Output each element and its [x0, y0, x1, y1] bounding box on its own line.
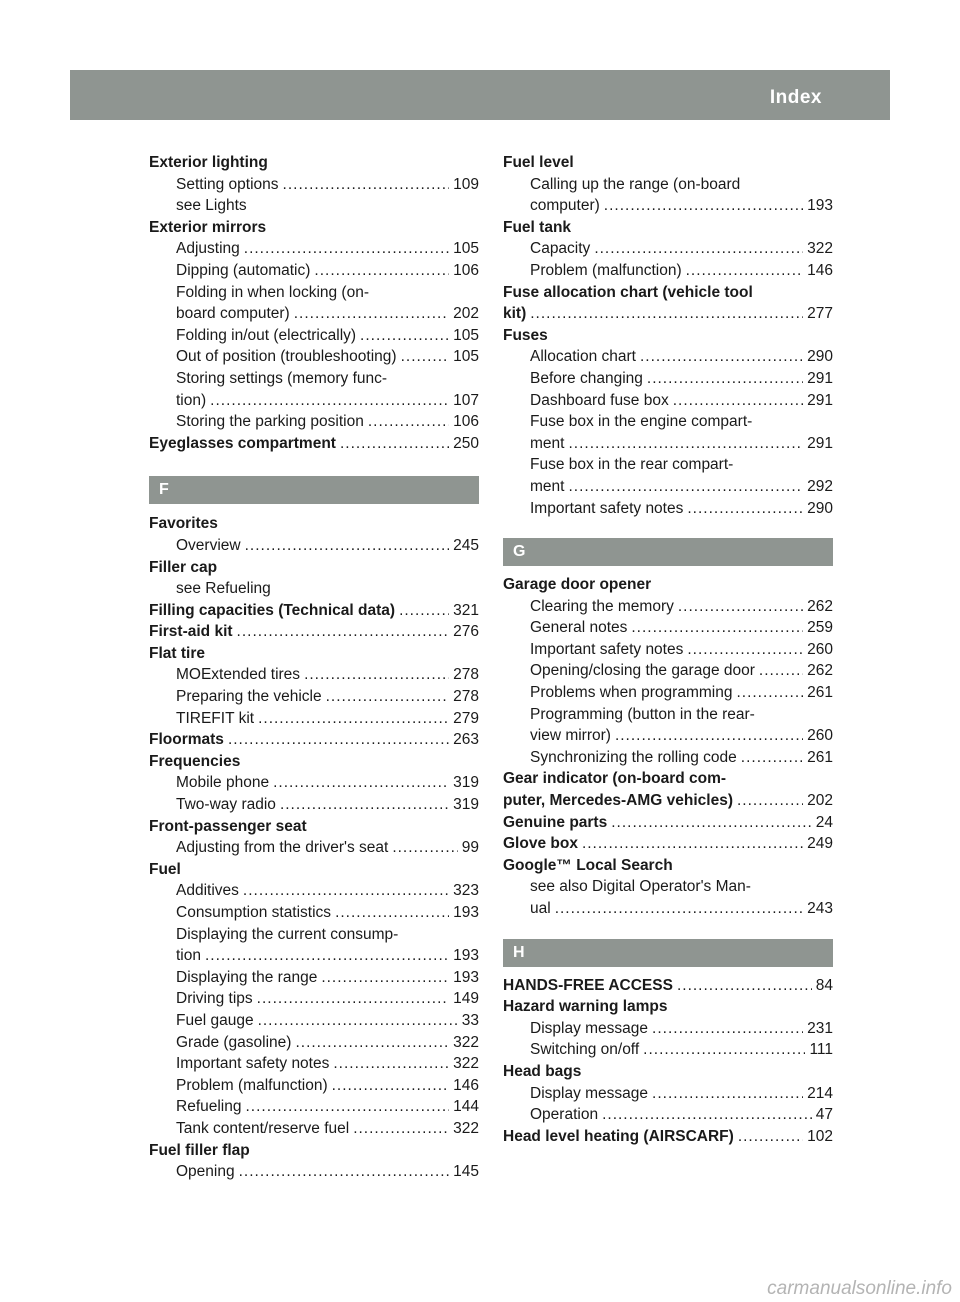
index-entry	[503, 855, 833, 877]
subentry-label: Adjusting from the driver's seat	[176, 839, 389, 857]
index-entry	[503, 152, 833, 174]
index-entry	[149, 621, 479, 643]
subentry-label: Out of position (troubleshooting)	[176, 348, 397, 366]
dot-leader	[304, 664, 449, 686]
subentry-label: Overview	[176, 536, 241, 554]
dot-leader	[652, 1083, 803, 1105]
dot-leader	[604, 195, 803, 217]
index-subentry	[149, 686, 479, 708]
index-subentry	[149, 390, 479, 412]
dot-leader	[257, 988, 449, 1010]
index-entry	[503, 217, 833, 239]
index-subentry	[503, 195, 833, 217]
dot-leader	[741, 747, 803, 769]
index-entry	[149, 217, 479, 239]
subentry-label: Opening	[176, 1163, 235, 1181]
subentry-label: Fuse box in the rear compart-	[530, 456, 734, 474]
entry-label: Fuses	[503, 326, 548, 344]
index-subentry	[503, 704, 833, 726]
index-entry	[503, 812, 833, 834]
entry-label: Exterior lighting	[149, 154, 268, 171]
index-subentry	[503, 260, 833, 282]
dot-leader	[686, 260, 804, 282]
index-entry	[149, 433, 479, 455]
page-reference[interactable]: 291	[807, 369, 833, 387]
page-reference[interactable]: 263	[453, 731, 479, 749]
dot-leader	[652, 1018, 803, 1040]
subentry-label: Additives	[176, 882, 239, 900]
page-reference[interactable]: 214	[807, 1084, 833, 1102]
entry-label: Filler cap	[149, 558, 218, 576]
index-subentry	[149, 1096, 479, 1118]
entry-label: Favorites	[149, 515, 218, 533]
subentry-label: ual	[530, 900, 551, 917]
dot-leader	[294, 303, 449, 325]
subentry-label: Important safety notes	[176, 1055, 330, 1073]
dot-leader	[602, 1104, 812, 1126]
subentry-label: Clearing the memory	[530, 597, 674, 615]
subentry-label: Synchronizing the rolling code	[530, 748, 737, 766]
subentry-label: Displaying the range	[176, 968, 318, 986]
subentry-label: Switching on/off	[530, 1041, 640, 1059]
page-reference[interactable]: 102	[807, 1127, 833, 1145]
subentry-label: Important safety notes	[530, 499, 684, 517]
index-subentry	[503, 639, 833, 661]
subentry-label: Problem (malfunction)	[530, 261, 682, 279]
index-subentry	[149, 325, 479, 347]
page-reference[interactable]: 33	[461, 1011, 479, 1029]
index-entry	[149, 816, 479, 838]
index-entry	[503, 282, 833, 304]
index-subentry	[503, 498, 833, 520]
index-entry	[503, 574, 833, 596]
index-entry	[149, 557, 479, 579]
dot-leader	[687, 498, 803, 520]
index-subentry	[149, 368, 479, 390]
page-reference[interactable]: 292	[807, 477, 833, 495]
dot-leader	[568, 476, 803, 498]
index-subentry	[149, 837, 479, 859]
subentry-label: Display message	[530, 1019, 649, 1037]
subentry-label: Preparing the vehicle	[176, 688, 322, 706]
index-subentry	[503, 454, 833, 476]
page-number: 11	[921, 88, 939, 107]
page-reference[interactable]: 202	[807, 792, 833, 810]
index-subentry	[503, 747, 833, 769]
index-entry	[503, 790, 833, 812]
dot-leader	[280, 794, 449, 816]
dot-leader	[401, 346, 450, 368]
index-subentry	[503, 411, 833, 433]
index-subentry	[149, 1075, 479, 1097]
dot-leader	[759, 660, 803, 682]
index-subentry	[149, 411, 479, 433]
entry-label: Fuel tank	[503, 218, 572, 236]
subentry-label: ment	[530, 434, 565, 452]
entry-label: Garage door opener	[503, 576, 652, 594]
index-subentry	[149, 1118, 479, 1140]
subentry-label: view mirror)	[530, 727, 611, 745]
subentry-label: Driving tips	[176, 990, 253, 1008]
index-subentry	[149, 967, 479, 989]
entry-label: Fuel filler flap	[149, 1141, 250, 1159]
entry-label: Hazard warning lamps	[503, 998, 668, 1016]
page-reference[interactable]: 193	[807, 197, 833, 215]
entry-label: Head bags	[503, 1062, 582, 1080]
dot-leader	[314, 260, 449, 282]
dot-leader	[677, 975, 812, 997]
subentry-label: Refueling	[176, 1098, 242, 1116]
page-reference[interactable]: 193	[453, 968, 479, 986]
dot-leader	[326, 686, 450, 708]
subentry-label: Mobile phone	[176, 774, 270, 792]
page-reference[interactable]: 260	[807, 640, 833, 658]
index-entry	[503, 996, 833, 1018]
page-reference[interactable]: 144	[453, 1098, 479, 1116]
subentry-label: Dipping (automatic)	[176, 261, 311, 279]
dot-leader	[640, 346, 803, 368]
index-subentry	[149, 303, 479, 325]
index-entry	[503, 975, 833, 997]
page-reference[interactable]: 278	[453, 666, 479, 684]
page-reference[interactable]: 262	[807, 597, 833, 615]
page-reference[interactable]: 105	[453, 326, 479, 344]
index-subentry	[503, 660, 833, 682]
index-subentry	[149, 772, 479, 794]
subentry-label: Important safety notes	[530, 640, 684, 658]
entry-label: puter, Mercedes-AMG vehicles)	[503, 792, 733, 810]
index-entry	[503, 833, 833, 855]
index-subentry	[149, 1032, 479, 1054]
page-reference[interactable]: 322	[453, 1055, 479, 1073]
subentry-label: ment	[530, 477, 565, 495]
page-reference[interactable]: 260	[807, 727, 833, 745]
dot-leader	[335, 902, 449, 924]
subentry-label: Allocation chart	[530, 348, 636, 366]
index-subentry	[149, 880, 479, 902]
index-subentry	[503, 174, 833, 196]
page-reference[interactable]: 243	[807, 900, 833, 917]
index-entry	[503, 1061, 833, 1083]
page-reference[interactable]: 245	[453, 536, 479, 554]
subentry-label: Operation	[530, 1106, 599, 1124]
page-reference[interactable]: 249	[807, 835, 833, 853]
page-reference[interactable]: 109	[453, 175, 479, 193]
dot-leader	[738, 1126, 803, 1148]
subentry-label: tion	[176, 947, 201, 965]
page-reference[interactable]: 279	[453, 709, 479, 727]
index-subentry	[149, 238, 479, 260]
index-subentry	[149, 174, 479, 196]
index-subentry	[149, 708, 479, 730]
dot-leader	[283, 174, 450, 196]
dot-leader	[333, 1053, 449, 1075]
page-reference[interactable]: 322	[453, 1033, 479, 1051]
index-subentry	[149, 1161, 479, 1183]
subentry-label: Storing the parking position	[176, 413, 364, 431]
watermark: carmanualsonline.info	[767, 1278, 952, 1299]
entry-label: Head level heating (AIRSCARF)	[503, 1127, 734, 1145]
subentry-label: Dashboard fuse box	[530, 391, 669, 409]
subentry-label: Capacity	[530, 240, 591, 258]
page-reference[interactable]: 105	[453, 348, 479, 366]
dot-leader	[568, 433, 803, 455]
dot-leader	[631, 617, 803, 639]
index-entry	[503, 768, 833, 790]
section-letter-h: H	[503, 939, 833, 967]
page-reference[interactable]: 146	[807, 261, 833, 279]
entry-label: Flat tire	[149, 644, 205, 662]
dot-leader	[258, 708, 449, 730]
index-column-left	[149, 152, 479, 1183]
entry-label: Eyeglasses compartment	[149, 434, 336, 452]
page-reference[interactable]: 99	[461, 839, 479, 857]
index-subentry	[503, 876, 833, 898]
subentry-label: Displaying the current consump-	[176, 925, 399, 943]
index-entry	[149, 152, 479, 174]
page-reference[interactable]: 261	[807, 748, 833, 766]
page-reference[interactable]: 290	[807, 348, 833, 366]
page-reference[interactable]: 291	[807, 391, 833, 409]
subentry-label: Folding in when locking (on-	[176, 283, 369, 301]
entry-label: Google™ Local Search	[503, 856, 673, 874]
page-reference[interactable]: 276	[453, 623, 479, 641]
subentry-label: Problem (malfunction)	[176, 1076, 328, 1094]
dot-leader	[353, 1118, 449, 1140]
dot-leader	[737, 790, 803, 812]
subentry-label: Adjusting	[176, 240, 240, 258]
page-reference[interactable]: 193	[453, 904, 479, 921]
page-reference[interactable]: 146	[453, 1076, 479, 1094]
page-reference[interactable]: 261	[807, 684, 833, 702]
subentry-label: see Lights	[176, 197, 247, 215]
page-reference[interactable]: 319	[453, 796, 479, 814]
dot-leader	[239, 1161, 450, 1183]
subentry-label: Storing settings (memory func-	[176, 369, 388, 387]
subentry-label: General notes	[530, 619, 628, 637]
subentry-label: board computer)	[176, 305, 290, 323]
index-subentry	[503, 898, 833, 920]
index-subentry	[149, 924, 479, 946]
index-subentry	[503, 596, 833, 618]
subentry-label: Folding in/out (electrically)	[176, 326, 357, 344]
dot-leader	[555, 898, 803, 920]
page-reference[interactable]: 47	[815, 1106, 833, 1124]
page-reference[interactable]: 111	[809, 1041, 833, 1059]
page-reference[interactable]: 277	[807, 305, 833, 323]
index-subentry	[149, 260, 479, 282]
index-subentry	[149, 664, 479, 686]
subentry-label: Calling up the range (on-board	[530, 175, 741, 193]
dot-leader	[246, 1096, 450, 1118]
index-subentry	[149, 988, 479, 1010]
index-subentry	[149, 346, 479, 368]
index-entry	[149, 751, 479, 773]
index-subentry	[503, 368, 833, 390]
entry-label: kit)	[503, 305, 527, 323]
index-entry	[149, 600, 479, 622]
index-subentry	[503, 390, 833, 412]
dot-leader	[736, 682, 803, 704]
subentry-label: Programming (button in the rear-	[530, 705, 755, 723]
subentry-label: computer)	[530, 197, 600, 215]
page-reference[interactable]: 291	[807, 434, 833, 452]
page-reference[interactable]: 149	[453, 990, 479, 1008]
dot-leader	[368, 411, 449, 433]
index-subentry	[503, 1018, 833, 1040]
dot-leader	[205, 945, 449, 967]
dot-leader	[687, 639, 803, 661]
index-entry	[149, 1140, 479, 1162]
index-subentry	[149, 794, 479, 816]
dot-leader	[237, 621, 450, 643]
page-reference[interactable]: 107	[453, 391, 479, 409]
page-reference[interactable]: 259	[807, 619, 833, 637]
dot-leader	[244, 238, 449, 260]
subentry-label: see Refueling	[176, 580, 271, 598]
subentry-label: Setting options	[176, 175, 279, 193]
page-reference[interactable]: 202	[453, 305, 479, 323]
header-title: Index	[769, 87, 822, 108]
dot-leader	[399, 600, 449, 622]
page-reference[interactable]: 106	[453, 413, 479, 431]
page-reference[interactable]: 106	[453, 261, 479, 279]
entry-label: Filling capacities (Technical data)	[149, 601, 396, 619]
index-subentry	[149, 282, 479, 304]
index-subentry	[149, 902, 479, 924]
subentry-label: MOExtended tires	[176, 666, 301, 684]
entry-label: Exterior mirrors	[149, 218, 267, 236]
entry-label: Genuine parts	[503, 813, 608, 831]
dot-leader	[611, 812, 812, 834]
dot-leader	[228, 729, 449, 751]
index-subentry	[503, 238, 833, 260]
dot-leader	[530, 303, 803, 325]
subentry-label: Problems when programming	[530, 684, 733, 702]
page-reference[interactable]: 321	[453, 601, 479, 619]
index-subentry	[149, 1010, 479, 1032]
page-reference[interactable]: 323	[453, 882, 479, 900]
entry-label: Glove box	[503, 835, 578, 853]
dot-leader	[643, 1039, 805, 1061]
index-subentry	[503, 617, 833, 639]
dot-leader	[678, 596, 803, 618]
page-reference[interactable]: 24	[815, 813, 833, 831]
dot-leader	[392, 837, 457, 859]
page-reference[interactable]: 250	[453, 434, 479, 452]
section-letter-f: F	[149, 476, 479, 504]
subentry-label: Before changing	[530, 369, 643, 387]
index-entry	[149, 513, 479, 535]
page-reference[interactable]: 262	[807, 662, 833, 680]
entry-label: Fuse allocation chart (vehicle tool	[503, 283, 753, 301]
header-divider	[900, 70, 903, 120]
index-subentry	[149, 1053, 479, 1075]
page-reference[interactable]: 105	[453, 240, 479, 258]
entry-label: First-aid kit	[149, 623, 233, 641]
index-subentry	[503, 1039, 833, 1061]
index-entry	[149, 643, 479, 665]
dot-leader	[360, 325, 449, 347]
index-subentry	[503, 682, 833, 704]
subentry-label: Consumption statistics	[176, 904, 332, 921]
page-reference[interactable]: 278	[453, 688, 479, 706]
subentry-label: Fuel gauge	[176, 1011, 254, 1029]
dot-leader	[245, 535, 450, 557]
index-entry	[149, 729, 479, 751]
dot-leader	[332, 1075, 450, 1097]
dot-leader	[673, 390, 803, 412]
dot-leader	[273, 772, 449, 794]
index-subentry	[503, 725, 833, 747]
entry-label: Floormats	[149, 731, 224, 749]
subentry-label: Grade (gasoline)	[176, 1033, 292, 1051]
index-entry	[503, 303, 833, 325]
subentry-label: Opening/closing the garage door	[530, 662, 755, 680]
index-subentry	[503, 1104, 833, 1126]
subentry-label: tion)	[176, 391, 207, 409]
page-reference[interactable]: 290	[807, 499, 833, 517]
entry-label: Front-passenger seat	[149, 817, 307, 835]
index-subentry	[503, 476, 833, 498]
dot-leader	[258, 1010, 458, 1032]
entry-label: HANDS-FREE ACCESS	[503, 976, 673, 994]
index-subentry	[149, 535, 479, 557]
index-subentry	[503, 346, 833, 368]
index-subentry	[503, 433, 833, 455]
index-entry	[503, 325, 833, 347]
index-subentry	[149, 195, 479, 217]
page-reference[interactable]: 145	[453, 1163, 479, 1181]
page-reference[interactable]: 322	[453, 1119, 479, 1137]
index-header-bar	[70, 70, 939, 120]
page-reference[interactable]: 322	[807, 240, 833, 258]
subentry-label: TIREFIT kit	[176, 709, 255, 727]
index-subentry	[503, 1083, 833, 1105]
page-reference[interactable]: 84	[815, 976, 833, 994]
dot-leader	[321, 967, 449, 989]
dot-leader	[210, 390, 449, 412]
page-reference[interactable]: 193	[453, 947, 479, 965]
dot-leader	[582, 833, 803, 855]
index-entry	[149, 859, 479, 881]
entry-label: Gear indicator (on-board com-	[503, 770, 727, 788]
section-letter-g: G	[503, 538, 833, 566]
index-entry	[503, 1126, 833, 1148]
index-subentry	[149, 578, 479, 600]
subentry-label: Fuse box in the engine compart-	[530, 413, 753, 431]
page-reference[interactable]: 231	[807, 1019, 833, 1037]
dot-leader	[340, 433, 449, 455]
dot-leader	[243, 880, 449, 902]
entry-label: Frequencies	[149, 752, 241, 770]
subentry-label: see also Digital Operator's Man-	[530, 878, 751, 896]
subentry-label: Two-way radio	[176, 796, 276, 814]
index-subentry	[149, 945, 479, 967]
dot-leader	[594, 238, 803, 260]
index-column-right	[503, 152, 833, 1147]
dot-leader	[615, 725, 803, 747]
dot-leader	[295, 1032, 449, 1054]
subentry-label: Tank content/reserve fuel	[176, 1119, 350, 1137]
entry-label: Fuel	[149, 860, 181, 878]
page-reference[interactable]: 319	[453, 774, 479, 792]
entry-label: Fuel level	[503, 154, 574, 171]
subentry-label: Display message	[530, 1084, 649, 1102]
dot-leader	[647, 368, 803, 390]
